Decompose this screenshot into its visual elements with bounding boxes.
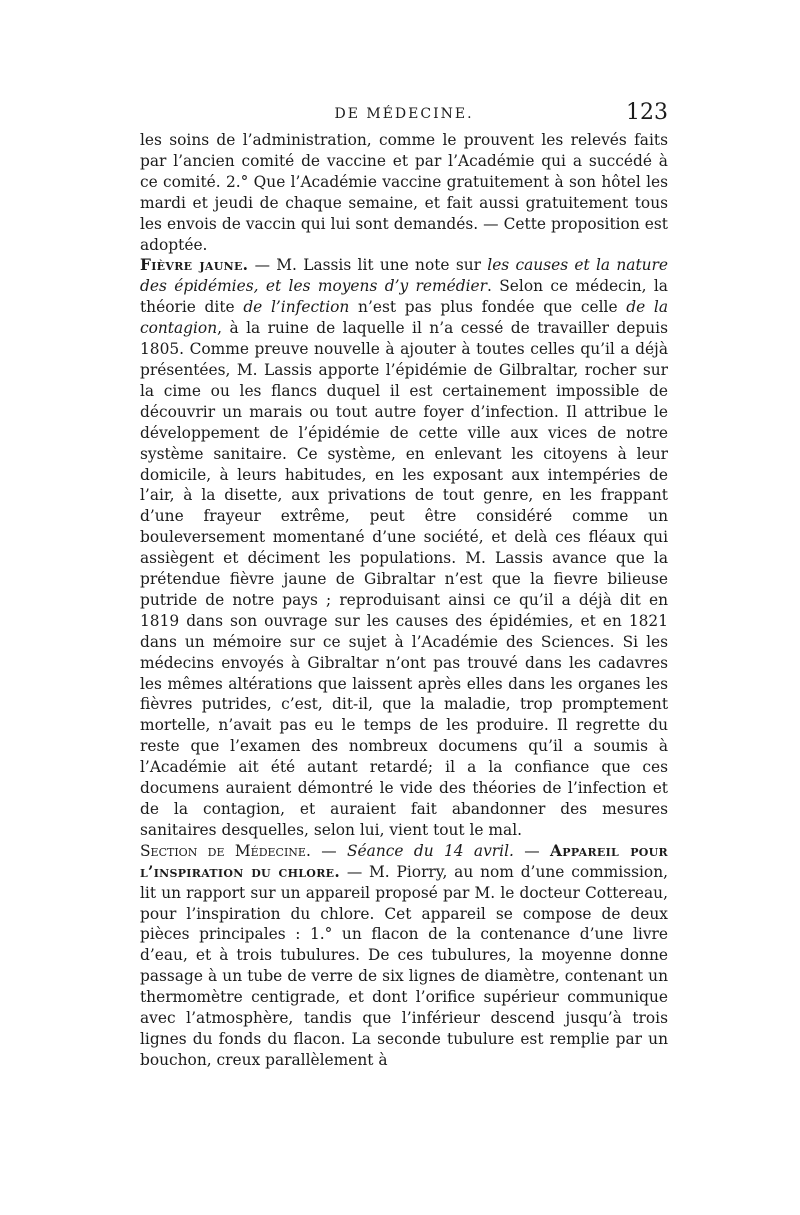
text-run: , à la ruine de laquelle il n’a cessé de travailler depuis 1805. Comme preuve nouvelle à ajouter à toutes celles qu’il a déjà présentées, M. Lassis apporte l’épidémie de Gilbraltar, rocher sur la cime ou les flancs duquel il est certainement impossible de découvrir un marais ou tout autre foyer d’infection. Il attribue le développement de l’épidémie de cette ville aux vices de notre système sanitaire. Ce système, en enlevant les citoyens à leur domicile, à leurs habitudes, en les exposant aux intempéries de l’air, à la disette, aux privations de tout genre, en les frappant d’une frayeur extrême, peut être considéré comme un bouleversement momentané d’une société, et delà ces fléaux qui assiègent et déciment les populations. M. Lassis avance que la prétendue fièvre jaune de Gibraltar n’est que la fievre bilieuse putride de notre pays ; reproduisant ainsi ce qu’il a déjà dit en 1819 dans son ouvrage sur les causes des épidémies, et en 1821 dans un mémoire sur ce sujet à l’Académie des Sciences. Si les médecins envoyés à Gibraltar n’ont pas trouvé dans les cadavres les mêmes altérations que laissent après elles dans les organes les fièvres putrides, c’est, dit-il, que la maladie, trop promptement mortelle, n’avait pas eu le temps de les produire. Il regrette du reste que l’examen des nombreux documens qu’il a soumis à l’Académie ait été autant retardé; il a la confiance que ces documens auraient démontré le vide des théories de l’infection et de la contagion, et auraient fait abandonner des mesures sanitaires desquelles, selon lui, vient tout le mal. [140,319,668,839]
dash: — [310,841,347,860]
seance-date: Séance du 14 avril. [347,841,514,860]
text-run: . Selon ce médecin, la théorie dite [140,277,668,317]
paragraph-fievre-jaune [140,255,668,840]
paragraph-section-medecine [140,841,668,1071]
section-label: Section de Médecine. [140,841,311,860]
term-infection: de l’infection [243,298,350,317]
section-heading-appareil: Appareil pour l’inspiration du chlore. [140,841,668,881]
dash: — [513,841,551,860]
page-header [140,102,668,128]
text-run: — M. Piorry, au nom d’une commission, lit un rapport sur un appareil proposé par M. le docteur Cottereau, pour l’inspiration du chlore. Cet appareil se compose de deux pièces principales : 1.° un flacon de la contenance d’une livre d’eau, et à trois tubulures. De ces tubulures, la moyenne donne passage à un tube de verre de six lignes de diamètre, contenant un thermomètre centigrade, et dont l’orifice supérieur communique avec l’atmosphère, tandis que l’inférieur descend jusqu’à trois lignes du fonds du flacon. La seconde tubulure est remplie par un bouchon, creux parallèlement à [140,862,668,1069]
title-italic: les causes et la nature des épidémies, et les moyens d’y remédier [140,256,669,296]
paragraph-vaccine: les soins de l’administration, comme le prouvent les relevés faits par l’ancien comité de vaccine et par l’Académie qui a succédé à ce comité. 2.° Que l’Académie vaccine gratuitement à son hôtel les mardi et jeudi de chaque semaine, et fait aussi gratuitement tous les envois de vaccin qui lui sont demandés. — Cette proposition est adoptée. [140,131,668,254]
term-contagion: de la contagion [140,298,669,338]
running-title: DE MÉDECINE. [334,106,474,122]
section-heading-fievre-jaune: Fièvre jaune. [140,256,249,275]
page-number: 123 [626,100,668,125]
text-run: n’est pas plus fondée que celle [349,298,627,317]
text-run: — M. Lassis lit une note sur [248,256,488,275]
page-body [140,130,668,1071]
